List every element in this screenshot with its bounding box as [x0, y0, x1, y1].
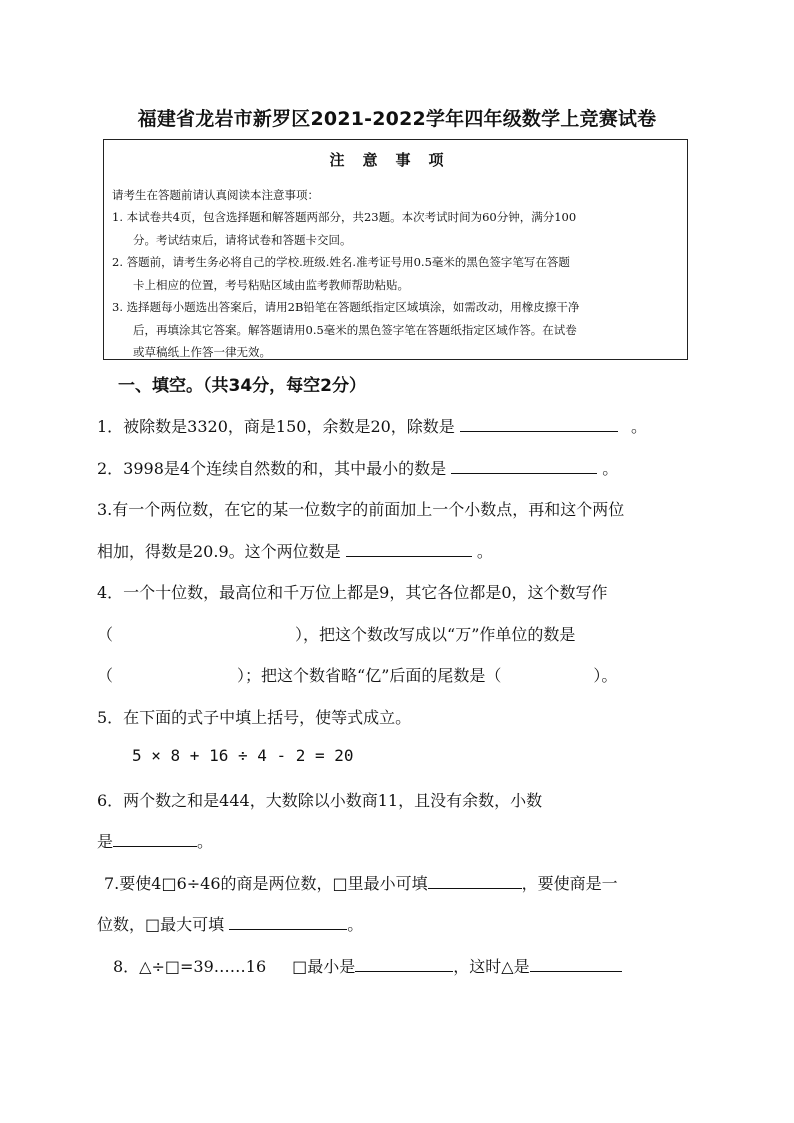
question-1 [97, 414, 647, 437]
question-4-text: ）；把这个数省略“亿”后面的尾数是（ [237, 666, 502, 685]
answer-blank[interactable] [460, 416, 618, 432]
question-8-formula: 8．△÷□=39……16 [113, 957, 267, 976]
question-7-line-1 [104, 871, 618, 894]
notice-item-3-cont: 后，再填涂其它答案。解答题请用0.5毫米的黑色签字笔在答题纸指定区域作答。在试卷 [133, 323, 577, 337]
paren-open: （ [97, 666, 114, 685]
question-3-line-2 [97, 539, 493, 562]
notice-heading: 注意事项 [329, 151, 462, 169]
question-4-line-1: 4．一个十位数，最高位和千万位上都是9，其它各位都是0，这个数写作 [97, 583, 608, 602]
question-8 [113, 954, 622, 977]
page-title: 福建省龙岩市新罗区2021-2022学年四年级数学上竞赛试卷 [137, 108, 657, 130]
question-4-line-3 [97, 663, 617, 686]
question-2-end: 。 [602, 459, 619, 478]
question-8-text: □最小是 [292, 957, 356, 976]
question-6-text: 是 [97, 832, 114, 851]
question-7-text-2: ，要使商是一 [521, 874, 618, 893]
notice-item-1-cont: 分。考试结束后，请将试卷和答题卡交回。 [133, 233, 352, 247]
question-8-text-2: ，这时△是 [453, 957, 530, 976]
question-2 [97, 456, 618, 479]
notice-item-2-cont: 卡上相应的位置，考号粘贴区域由监考教师帮助粘贴。 [133, 278, 409, 292]
question-6-end: 。 [197, 832, 214, 851]
answer-blank[interactable] [355, 956, 453, 972]
notice-item-3: 3. 选择题每小题选出答案后，请用2B铅笔在答题纸指定区域填涂，如需改动，用橡皮擦干净 [112, 300, 580, 314]
question-7-text: 7.要使4□6÷46的商是两位数，□里最小可填 [104, 874, 428, 893]
question-7-line-2 [97, 912, 363, 935]
paren-close: ）。 [593, 666, 618, 685]
question-1-text: 1．被除数是3320，商是150，余数是20，除数是 [97, 417, 455, 436]
notice-intro: 请考生在答题前请认真阅读本注意事项： [112, 188, 319, 202]
question-1-end: 。 [631, 417, 648, 436]
question-3-text: 相加，得数是20.9。这个两位数是 [97, 542, 341, 561]
section-heading: 一、填空。（共34分，每空2分） [118, 376, 366, 396]
question-3-end: 。 [476, 542, 493, 561]
notice-item-3-cont2: 或草稿纸上作答一律无效。 [133, 345, 271, 359]
question-4-line-2 [97, 622, 575, 645]
answer-blank[interactable] [229, 914, 347, 930]
question-2-text: 2．3998是4个连续自然数的和，其中最小的数是 [97, 459, 447, 478]
question-6-line-2 [97, 829, 213, 852]
notice-item-1: 1. 本试卷共4页，包含选择题和解答题两部分，共23题。本次考试时间为60分钟，满分100 [112, 210, 577, 224]
answer-blank[interactable] [428, 873, 522, 889]
answer-blank[interactable] [530, 956, 622, 972]
answer-blank[interactable] [113, 831, 197, 847]
equation: 5 × 8 + 16 ÷ 4 - 2 = 20 [132, 746, 354, 765]
notice-box [103, 139, 688, 360]
question-7-text-3: 位数，□最大可填 [97, 915, 230, 934]
question-4-text: ），把这个数改写成以“万”作单位的数是 [295, 625, 576, 644]
question-6-line-1: 6．两个数之和是444，大数除以小数商11，且没有余数，小数 [97, 791, 543, 810]
answer-blank[interactable] [346, 541, 472, 557]
question-5: 5．在下面的式子中填上括号，使等式成立。 [97, 708, 412, 727]
paren-open: （ [97, 625, 114, 644]
notice-item-2: 2. 答题前，请考生务必将自己的学校.班级.姓名.准考证号用0.5毫米的黑色签字笔写在答题 [112, 255, 570, 269]
question-7-end: 。 [347, 915, 364, 934]
question-3-line-1: 3.有一个两位数，在它的某一位数字的前面加上一个小数点，再和这个两位 [97, 500, 625, 519]
answer-blank[interactable] [451, 458, 597, 474]
